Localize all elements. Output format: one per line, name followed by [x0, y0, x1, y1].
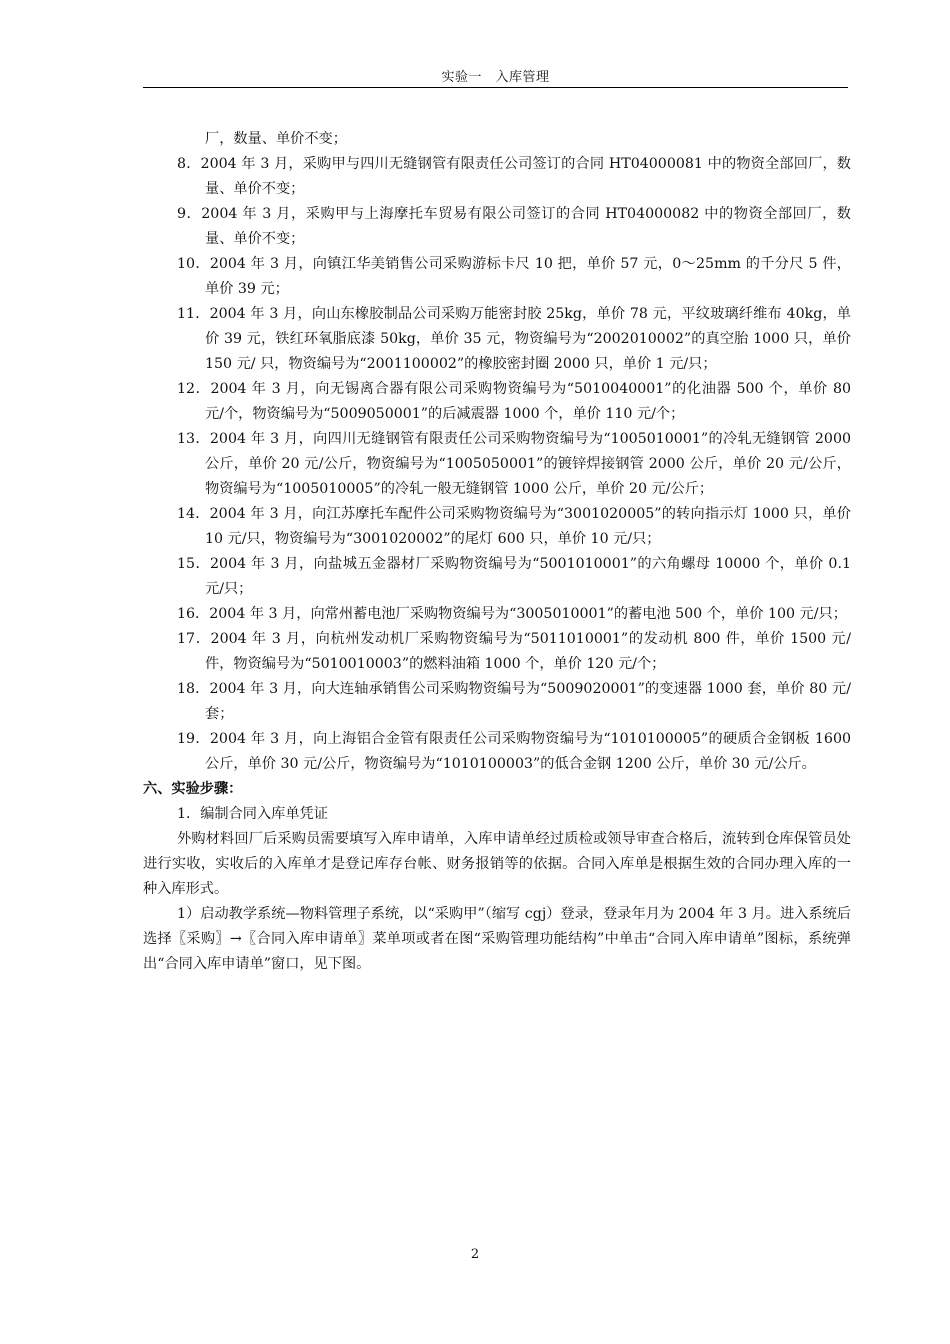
list-item-15: 15．2004 年 3 月，向盐城五金器材厂采购物资编号为“5001010001”的六角螺母 10000 个，单价 0.1 元/只；: [177, 556, 851, 597]
list-item-9: 9．2004 年 3 月，采购甲与上海摩托车贸易有限公司签订的合同 HT04000082 中的物资全部回厂，数量、单价不变；: [177, 206, 851, 247]
document-body: [143, 127, 851, 977]
list-item-14: 14．2004 年 3 月，向江苏摩托车配件公司采购物资编号为“3001020005”的转向指示灯 1000 只，单价 10 元/只，物资编号为“3001020002”的尾灯 600 只，单价 10 元/只；: [177, 506, 851, 547]
list-item-19: 19．2004 年 3 月，向上海铝合金管有限责任公司采购物资编号为“1010100005”的硬质合金钢板 1600 公斤，单价 30 元/公斤，物资编号为“1010100003”的低合金钢 1200 公斤，单价 30 元/公斤。: [177, 731, 851, 772]
paragraph-intro: 外购材料回厂后采购员需要填写入库申请单，入库申请单经过质检或领导审查合格后，流转到仓库保管员处进行实收，实收后的入库单才是登记库存台帐、财务报销等的依据。合同入库单是根据生效的合同办理入库的一种入库形式。: [143, 831, 851, 897]
paragraph-instructions: 1）启动教学系统—物料管理子系统，以“采购甲”（缩写 cgj）登录，登录年月为 2004 年 3 月。进入系统后选择〖采购〗→〖合同入库申请单〗菜单项或者在图“采购管理功能结构”中单击“合同入库申请单”图标，系统弹出“合同入库申请单”窗口，见下图。: [143, 906, 851, 972]
list-item-13: 13．2004 年 3 月，向四川无缝钢管有限责任公司采购物资编号为“1005010001”的冷轧无缝钢管 2000 公斤，单价 20 元/公斤，物资编号为“1005050001”的镀锌焊接钢管 2000 公斤，单价 20 元/公斤，物资编号为“1005010005”的冷轧一般无缝钢管 1000 公斤，单价 20 元/公斤；: [177, 431, 851, 497]
header-divider: [143, 87, 848, 88]
list-item-12: 12．2004 年 3 月，向无锡离合器有限公司采购物资编号为“5010040001”的化油器 500 个，单价 80 元/个，物资编号为“5009050001”的后减震器 1000 个，单价 110 元/个；: [177, 381, 851, 422]
section-heading: 六、实验步骤：: [143, 781, 243, 797]
list-item-continuation: 厂，数量、单价不变；: [205, 131, 347, 147]
list-item-8: 8．2004 年 3 月，采购甲与四川无缝钢管有限责任公司签订的合同 HT04000081 中的物资全部回厂，数量、单价不变；: [177, 156, 851, 197]
page-number: 2: [470, 1247, 480, 1262]
list-item-11: 11．2004 年 3 月，向山东橡胶制品公司采购万能密封胶 25kg，单价 78 元，平纹玻璃纤维布 40kg，单价 39 元，铁红环氧脂底漆 50kg，单价 35 元，物资编号为“2002010002”的真空胎 1000 只，单价 150 元/ 只，物资编号为“2001100002”的橡胶密封圈 2000 只，单价 1 元/只；: [177, 306, 851, 372]
list-item-17: 17．2004 年 3 月，向杭州发动机厂采购物资编号为“5011010001”的发动机 800 件，单价 1500 元/件，物资编号为“5010010003”的燃料油箱 1000 个，单价 120 元/个；: [177, 631, 851, 672]
list-item-10: 10．2004 年 3 月，向镇江华美销售公司采购游标卡尺 10 把，单价 57 元，0～25mm 的千分尺 5 件，单价 39 元；: [177, 256, 851, 297]
page-header: 实验一 入库管理: [441, 70, 550, 85]
list-item-16: 16．2004 年 3 月，向常州蓄电池厂采购物资编号为“3005010001”的蓄电池 500 个，单价 100 元/只；: [177, 606, 847, 622]
list-item-18: 18．2004 年 3 月，向大连轴承销售公司采购物资编号为“5009020001”的变速器 1000 套，单价 80 元/套；: [177, 681, 851, 722]
step-heading: 1．编制合同入库单凭证: [177, 806, 328, 822]
